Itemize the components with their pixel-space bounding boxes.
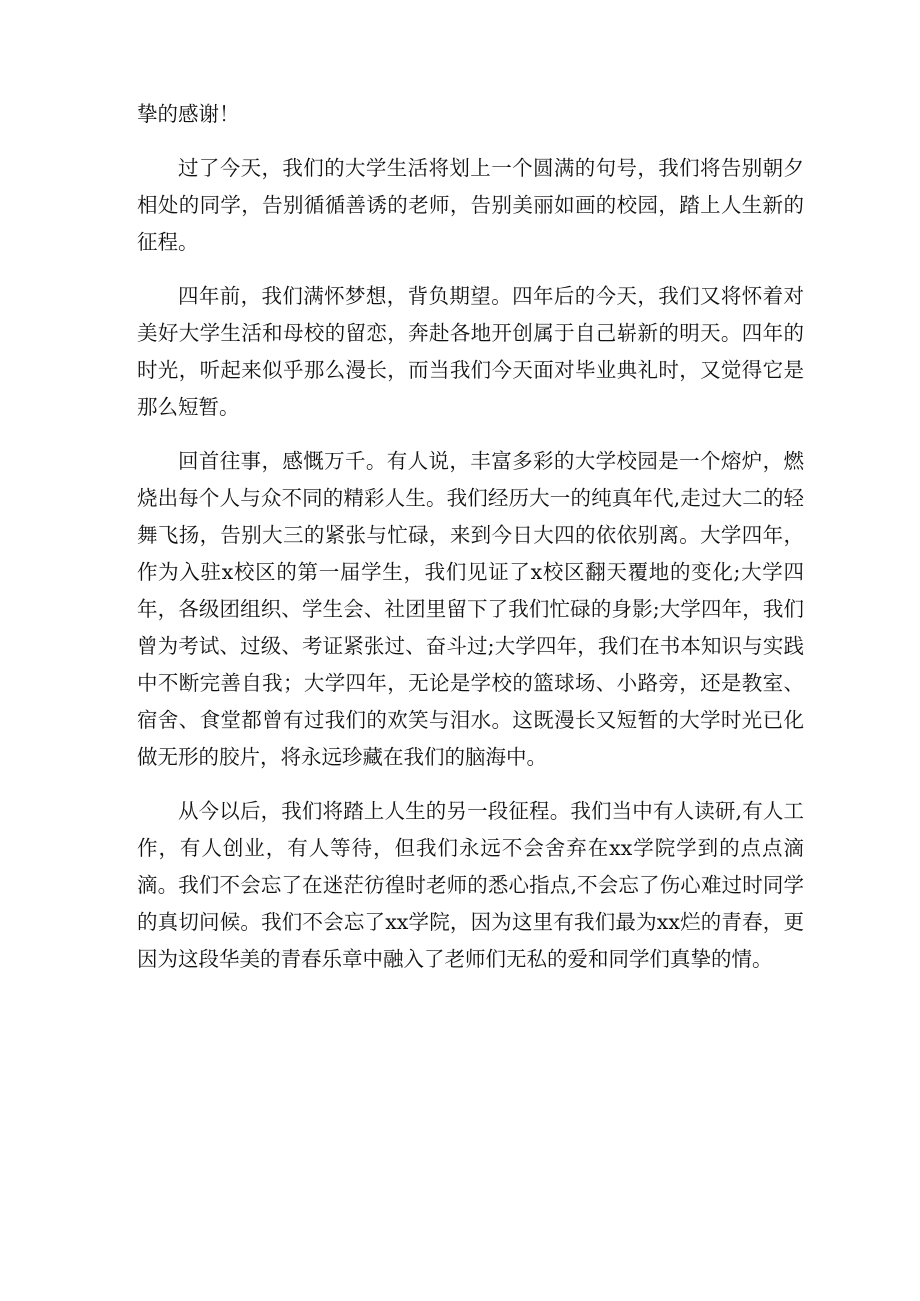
paragraph: 过了今天，我们的大学生活将划上一个圆满的句号，我们将告别朝夕相处的同学，告别循循善诱的老师，告别美丽如画的校园，踏上人生新的征程。 [137,156,804,254]
paragraph: 从今以后，我们将踏上人生的另一段征程。我们当中有人读研,有人工作，有人创业，有人等待，但我们永远不会舍弃在xx学院学到的点点滴滴。我们不会忘了在迷茫彷徨时老师的悉心指点,不会忘了伤心难过时同学的真切问候。我们不会忘了xx学院，因为这里有我们最为xx烂的青春，更因为这段华美的青春乐章中融入了老师们无私的爱和同学们真挚的情。 [137,799,804,971]
paragraph: 回首往事，感慨万千。有人说，丰富多彩的大学校园是一个熔炉，燃烧出每个人与众不同的精彩人生。我们经历大一的纯真年代,走过大二的轻舞飞扬，告别大三的紧张与忙碌，来到今日大四的依依别离。大学四年，作为入驻x校区的第一届学生，我们见证了x校区翻天覆地的变化;大学四年，各级团组织、学生会、社团里留下了我们忙碌的身影;大学四年，我们曾为考试、过级、考证紧张过、奋斗过;大学四年，我们在书本知识与实践中不断完善自我；大学四年，无论是学校的篮球场、小路旁，还是教室、宿舍、食堂都曾有过我们的欢笑与泪水。这既漫长又短暂的大学时光已化做无形的胶片，将永远珍藏在我们的脑海中。 [137,449,804,769]
paragraph-continuation: 挚的感谢！ [137,102,240,126]
paragraph: 四年前，我们满怀梦想，背负期望。四年后的今天，我们又将怀着对美好大学生活和母校的留恋，奔赴各地开创属于自己崭新的明天。四年的时光，听起来似乎那么漫长，而当我们今天面对毕业典礼时，又觉得它是那么短暂。 [137,284,804,419]
document-body [137,96,804,995]
